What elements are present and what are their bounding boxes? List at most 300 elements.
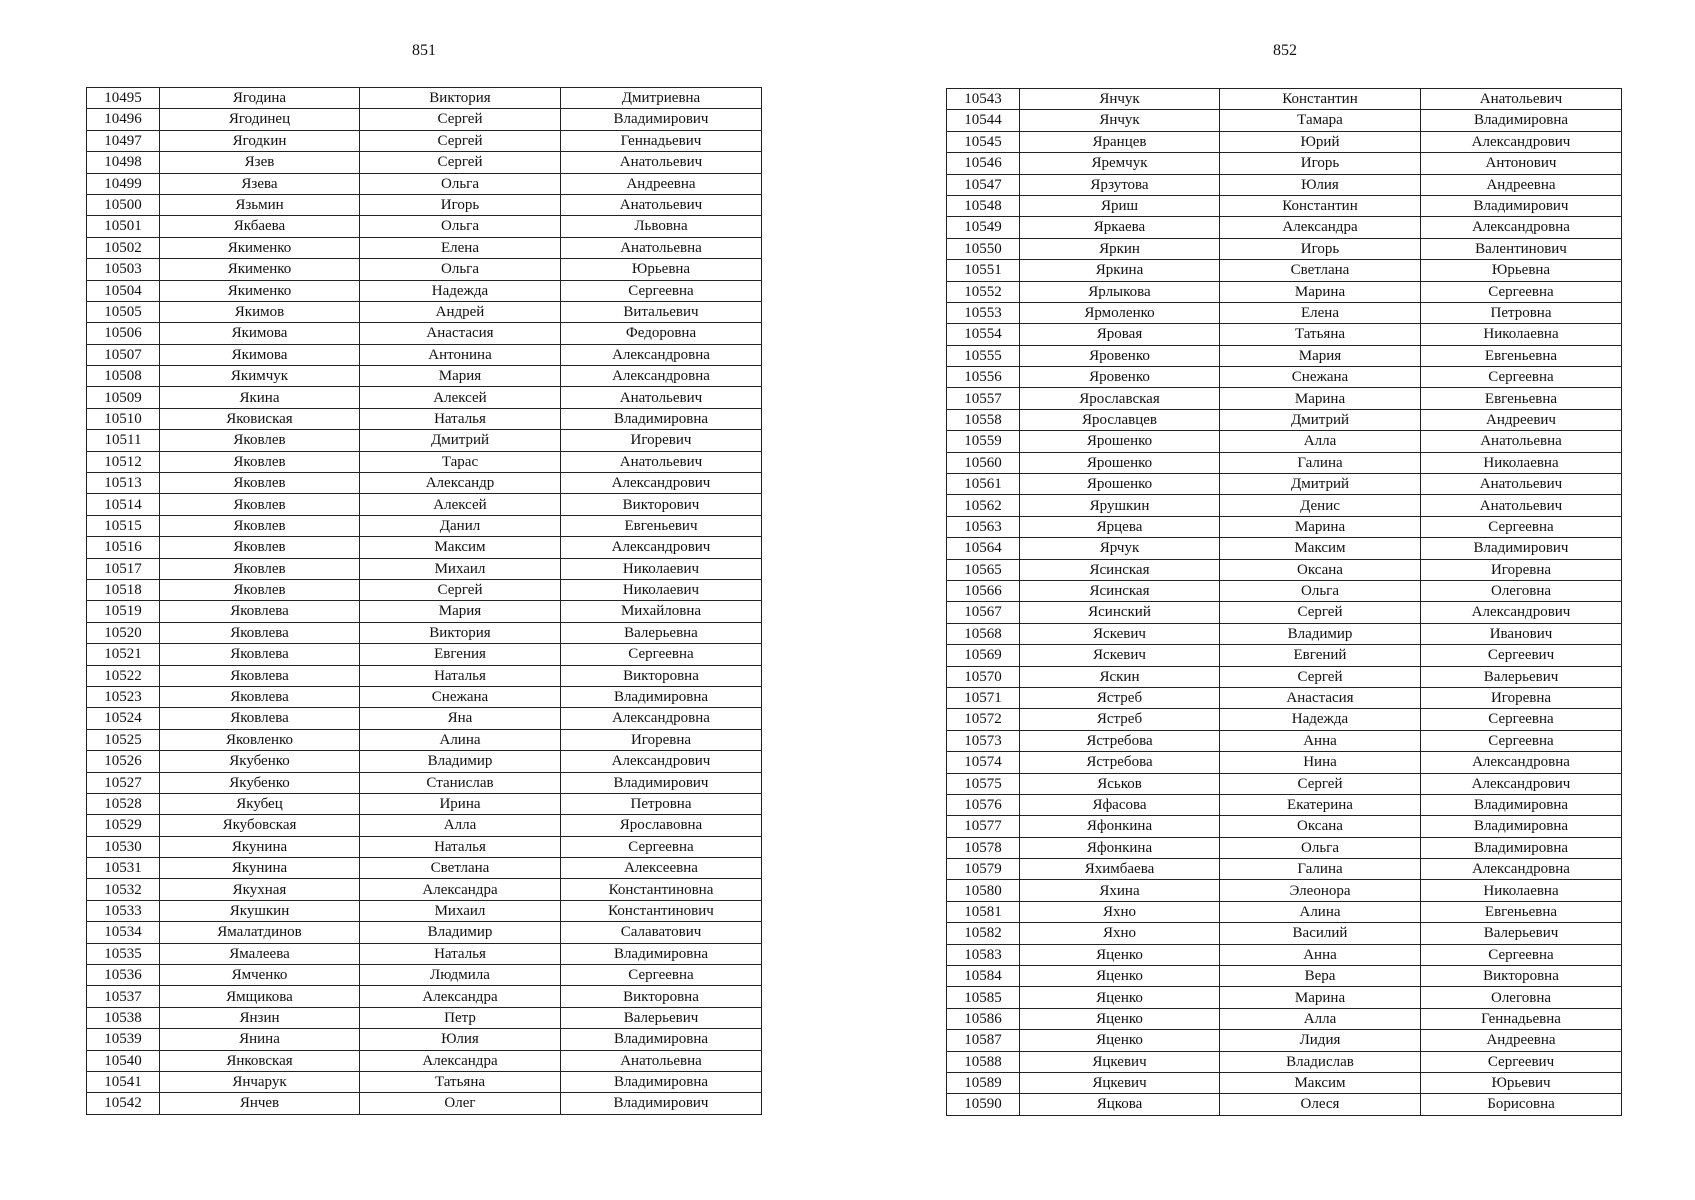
patronymic-cell: Константинович bbox=[561, 900, 762, 921]
last-name-cell: Ярчук bbox=[1020, 538, 1220, 559]
patronymic-cell: Николаевич bbox=[561, 558, 762, 579]
patronymic-cell: Сергеевна bbox=[1421, 730, 1622, 751]
patronymic-cell: Сергеевич bbox=[1421, 645, 1622, 666]
record-number-cell: 10562 bbox=[947, 495, 1020, 516]
register-table-right bbox=[946, 88, 1622, 1116]
patronymic-cell: Александрович bbox=[1421, 773, 1622, 794]
table-row bbox=[947, 367, 1622, 388]
table-row bbox=[947, 1008, 1622, 1029]
last-name-cell: Яфасова bbox=[1020, 794, 1220, 815]
table-row bbox=[87, 579, 762, 600]
record-number-cell: 10510 bbox=[87, 408, 160, 429]
last-name-cell: Янина bbox=[160, 1029, 360, 1050]
patronymic-cell: Николаевич bbox=[561, 579, 762, 600]
table-row bbox=[87, 259, 762, 280]
first-name-cell: Константин bbox=[1220, 89, 1421, 110]
first-name-cell: Оксана bbox=[1220, 559, 1421, 580]
record-number-cell: 10574 bbox=[947, 752, 1020, 773]
table-row bbox=[87, 194, 762, 215]
first-name-cell: Сергей bbox=[360, 152, 561, 173]
table-row bbox=[87, 644, 762, 665]
last-name-cell: Ягодкин bbox=[160, 130, 360, 151]
patronymic-cell: Александровна bbox=[1421, 859, 1622, 880]
record-number-cell: 10514 bbox=[87, 494, 160, 515]
record-number-cell: 10584 bbox=[947, 966, 1020, 987]
last-name-cell: Ястреб bbox=[1020, 687, 1220, 708]
last-name-cell: Яценко bbox=[1020, 987, 1220, 1008]
first-name-cell: Дмитрий bbox=[1220, 474, 1421, 495]
first-name-cell: Денис bbox=[1220, 495, 1421, 516]
last-name-cell: Янчук bbox=[1020, 89, 1220, 110]
last-name-cell: Ярмоленко bbox=[1020, 302, 1220, 323]
record-number-cell: 10575 bbox=[947, 773, 1020, 794]
patronymic-cell: Валерьевна bbox=[561, 622, 762, 643]
table-row bbox=[87, 815, 762, 836]
last-name-cell: Якубенко bbox=[160, 751, 360, 772]
record-number-cell: 10520 bbox=[87, 622, 160, 643]
first-name-cell: Оксана bbox=[1220, 816, 1421, 837]
table-row bbox=[87, 836, 762, 857]
patronymic-cell: Игоревна bbox=[561, 729, 762, 750]
first-name-cell: Вера bbox=[1220, 966, 1421, 987]
last-name-cell: Яценко bbox=[1020, 966, 1220, 987]
first-name-cell: Лидия bbox=[1220, 1030, 1421, 1051]
record-number-cell: 10588 bbox=[947, 1051, 1020, 1072]
record-number-cell: 10544 bbox=[947, 110, 1020, 131]
patronymic-cell: Владимировна bbox=[561, 1029, 762, 1050]
record-number-cell: 10583 bbox=[947, 944, 1020, 965]
first-name-cell: Евгений bbox=[1220, 645, 1421, 666]
patronymic-cell: Ярославовна bbox=[561, 815, 762, 836]
record-number-cell: 10513 bbox=[87, 473, 160, 494]
last-name-cell: Яковлева bbox=[160, 686, 360, 707]
last-name-cell: Яцкова bbox=[1020, 1094, 1220, 1115]
table-row bbox=[87, 451, 762, 472]
first-name-cell: Анастасия bbox=[360, 323, 561, 344]
first-name-cell: Юлия bbox=[360, 1029, 561, 1050]
first-name-cell: Петр bbox=[360, 1007, 561, 1028]
first-name-cell: Елена bbox=[360, 237, 561, 258]
record-number-cell: 10553 bbox=[947, 302, 1020, 323]
record-number-cell: 10546 bbox=[947, 153, 1020, 174]
first-name-cell: Алла bbox=[360, 815, 561, 836]
first-name-cell: Снежана bbox=[1220, 367, 1421, 388]
first-name-cell: Тарас bbox=[360, 451, 561, 472]
table-row bbox=[87, 301, 762, 322]
first-name-cell: Марина bbox=[1220, 987, 1421, 1008]
first-name-cell: Максим bbox=[360, 537, 561, 558]
patronymic-cell: Геннадьевич bbox=[561, 130, 762, 151]
record-number-cell: 10523 bbox=[87, 686, 160, 707]
last-name-cell: Ягодина bbox=[160, 88, 360, 109]
last-name-cell: Янчев bbox=[160, 1093, 360, 1114]
patronymic-cell: Александрович bbox=[1421, 131, 1622, 152]
table-row bbox=[87, 323, 762, 344]
first-name-cell: Евгения bbox=[360, 644, 561, 665]
patronymic-cell: Сергеевна bbox=[561, 280, 762, 301]
patronymic-cell: Викторовна bbox=[561, 986, 762, 1007]
patronymic-cell: Анатольевна bbox=[561, 237, 762, 258]
table-row bbox=[87, 1050, 762, 1071]
first-name-cell: Алла bbox=[1220, 431, 1421, 452]
table-row bbox=[87, 601, 762, 622]
record-number-cell: 10517 bbox=[87, 558, 160, 579]
record-number-cell: 10532 bbox=[87, 879, 160, 900]
table-row bbox=[87, 430, 762, 451]
last-name-cell: Яковлев bbox=[160, 515, 360, 536]
first-name-cell: Данил bbox=[360, 515, 561, 536]
patronymic-cell: Андреевна bbox=[1421, 174, 1622, 195]
last-name-cell: Ягодинец bbox=[160, 109, 360, 130]
table-row bbox=[947, 153, 1622, 174]
record-number-cell: 10552 bbox=[947, 281, 1020, 302]
patronymic-cell: Валентинович bbox=[1421, 238, 1622, 259]
last-name-cell: Ярошенко bbox=[1020, 452, 1220, 473]
first-name-cell: Алла bbox=[1220, 1008, 1421, 1029]
first-name-cell: Сергей bbox=[1220, 602, 1421, 623]
patronymic-cell: Евгеньевна bbox=[1421, 901, 1622, 922]
first-name-cell: Ольга bbox=[360, 216, 561, 237]
first-name-cell: Наталья bbox=[360, 408, 561, 429]
last-name-cell: Ярцева bbox=[1020, 516, 1220, 537]
table-row bbox=[87, 387, 762, 408]
table-row bbox=[947, 709, 1622, 730]
record-number-cell: 10530 bbox=[87, 836, 160, 857]
patronymic-cell: Сергеевна bbox=[1421, 709, 1622, 730]
patronymic-cell: Владимировна bbox=[1421, 110, 1622, 131]
table-row bbox=[87, 216, 762, 237]
table-row bbox=[87, 622, 762, 643]
last-name-cell: Язев bbox=[160, 152, 360, 173]
table-row bbox=[947, 516, 1622, 537]
patronymic-cell: Анатольевич bbox=[561, 451, 762, 472]
record-number-cell: 10565 bbox=[947, 559, 1020, 580]
last-name-cell: Яценко bbox=[1020, 1008, 1220, 1029]
first-name-cell: Андрей bbox=[360, 301, 561, 322]
table-row bbox=[87, 537, 762, 558]
first-name-cell: Игорь bbox=[360, 194, 561, 215]
patronymic-cell: Владимировна bbox=[561, 943, 762, 964]
record-number-cell: 10561 bbox=[947, 474, 1020, 495]
table-row bbox=[947, 559, 1622, 580]
last-name-cell: Ястребова bbox=[1020, 730, 1220, 751]
last-name-cell: Янзин bbox=[160, 1007, 360, 1028]
record-number-cell: 10534 bbox=[87, 922, 160, 943]
last-name-cell: Якухная bbox=[160, 879, 360, 900]
first-name-cell: Виктория bbox=[360, 622, 561, 643]
table-row bbox=[87, 237, 762, 258]
record-number-cell: 10502 bbox=[87, 237, 160, 258]
last-name-cell: Ястреб bbox=[1020, 709, 1220, 730]
record-number-cell: 10582 bbox=[947, 923, 1020, 944]
last-name-cell: Яфонкина bbox=[1020, 816, 1220, 837]
table-row bbox=[947, 345, 1622, 366]
table-row bbox=[947, 1051, 1622, 1072]
patronymic-cell: Евгеньевна bbox=[1421, 345, 1622, 366]
patronymic-cell: Владимирович bbox=[561, 772, 762, 793]
last-name-cell: Яковлева bbox=[160, 644, 360, 665]
last-name-cell: Якимова bbox=[160, 323, 360, 344]
patronymic-cell: Анатольевич bbox=[561, 387, 762, 408]
first-name-cell: Михаил bbox=[360, 558, 561, 579]
last-name-cell: Ястребова bbox=[1020, 752, 1220, 773]
last-name-cell: Яскевич bbox=[1020, 623, 1220, 644]
first-name-cell: Галина bbox=[1220, 452, 1421, 473]
table-row bbox=[947, 174, 1622, 195]
first-name-cell: Александра bbox=[360, 1050, 561, 1071]
first-name-cell: Наталья bbox=[360, 665, 561, 686]
last-name-cell: Яценко bbox=[1020, 1030, 1220, 1051]
register-table-left bbox=[86, 87, 762, 1115]
first-name-cell: Татьяна bbox=[360, 1071, 561, 1092]
first-name-cell: Мария bbox=[360, 366, 561, 387]
first-name-cell: Александра bbox=[360, 986, 561, 1007]
first-name-cell: Сергей bbox=[360, 579, 561, 600]
last-name-cell: Яковлева bbox=[160, 622, 360, 643]
first-name-cell: Игорь bbox=[1220, 153, 1421, 174]
table-row bbox=[87, 366, 762, 387]
record-number-cell: 10558 bbox=[947, 409, 1020, 430]
last-name-cell: Яркин bbox=[1020, 238, 1220, 259]
record-number-cell: 10511 bbox=[87, 430, 160, 451]
table-row bbox=[947, 110, 1622, 131]
record-number-cell: 10536 bbox=[87, 965, 160, 986]
record-number-cell: 10535 bbox=[87, 943, 160, 964]
last-name-cell: Ярославская bbox=[1020, 388, 1220, 409]
patronymic-cell: Сергеевна bbox=[561, 644, 762, 665]
first-name-cell: Ирина bbox=[360, 793, 561, 814]
first-name-cell: Тамара bbox=[1220, 110, 1421, 131]
table-row bbox=[87, 986, 762, 1007]
record-number-cell: 10499 bbox=[87, 173, 160, 194]
first-name-cell: Владимир bbox=[1220, 623, 1421, 644]
record-number-cell: 10519 bbox=[87, 601, 160, 622]
table-row bbox=[947, 837, 1622, 858]
table-row bbox=[87, 686, 762, 707]
last-name-cell: Ямалеева bbox=[160, 943, 360, 964]
record-number-cell: 10504 bbox=[87, 280, 160, 301]
first-name-cell: Сергей bbox=[1220, 773, 1421, 794]
last-name-cell: Яровая bbox=[1020, 324, 1220, 345]
patronymic-cell: Игоревна bbox=[1421, 687, 1622, 708]
record-number-cell: 10577 bbox=[947, 816, 1020, 837]
patronymic-cell: Владимирович bbox=[1421, 538, 1622, 559]
record-number-cell: 10549 bbox=[947, 217, 1020, 238]
last-name-cell: Якушкин bbox=[160, 900, 360, 921]
record-number-cell: 10525 bbox=[87, 729, 160, 750]
last-name-cell: Яранцев bbox=[1020, 131, 1220, 152]
last-name-cell: Яковлева bbox=[160, 601, 360, 622]
patronymic-cell: Николаевна bbox=[1421, 452, 1622, 473]
first-name-cell: Василий bbox=[1220, 923, 1421, 944]
first-name-cell: Владислав bbox=[1220, 1051, 1421, 1072]
patronymic-cell: Анатольевна bbox=[561, 1050, 762, 1071]
patronymic-cell: Антонович bbox=[1421, 153, 1622, 174]
patronymic-cell: Валерьевич bbox=[561, 1007, 762, 1028]
table-row bbox=[87, 1029, 762, 1050]
last-name-cell: Ямалатдинов bbox=[160, 922, 360, 943]
first-name-cell: Виктория bbox=[360, 88, 561, 109]
last-name-cell: Якина bbox=[160, 387, 360, 408]
first-name-cell: Мария bbox=[360, 601, 561, 622]
last-name-cell: Якбаева bbox=[160, 216, 360, 237]
table-row bbox=[87, 494, 762, 515]
first-name-cell: Яна bbox=[360, 708, 561, 729]
record-number-cell: 10516 bbox=[87, 537, 160, 558]
first-name-cell: Дмитрий bbox=[360, 430, 561, 451]
first-name-cell: Юрий bbox=[1220, 131, 1421, 152]
last-name-cell: Яремчук bbox=[1020, 153, 1220, 174]
table-row bbox=[947, 944, 1622, 965]
record-number-cell: 10503 bbox=[87, 259, 160, 280]
patronymic-cell: Александровна bbox=[561, 344, 762, 365]
first-name-cell: Ольга bbox=[1220, 580, 1421, 601]
last-name-cell: Янчарук bbox=[160, 1071, 360, 1092]
table-row bbox=[947, 687, 1622, 708]
patronymic-cell: Андреевна bbox=[1421, 1030, 1622, 1051]
first-name-cell: Надежда bbox=[360, 280, 561, 301]
table-row bbox=[87, 109, 762, 130]
last-name-cell: Яхимбаева bbox=[1020, 859, 1220, 880]
table-row bbox=[947, 238, 1622, 259]
patronymic-cell: Анатольевна bbox=[1421, 431, 1622, 452]
table-row bbox=[947, 645, 1622, 666]
patronymic-cell: Александровна bbox=[1421, 217, 1622, 238]
record-number-cell: 10521 bbox=[87, 644, 160, 665]
first-name-cell: Сергей bbox=[360, 109, 561, 130]
patronymic-cell: Алексеевна bbox=[561, 858, 762, 879]
first-name-cell: Игорь bbox=[1220, 238, 1421, 259]
patronymic-cell: Сергеевна bbox=[561, 836, 762, 857]
patronymic-cell: Александровна bbox=[561, 366, 762, 387]
last-name-cell: Ярушкин bbox=[1020, 495, 1220, 516]
first-name-cell: Максим bbox=[1220, 1072, 1421, 1093]
patronymic-cell: Владимировна bbox=[561, 408, 762, 429]
table-row bbox=[947, 324, 1622, 345]
record-number-cell: 10526 bbox=[87, 751, 160, 772]
record-number-cell: 10572 bbox=[947, 709, 1020, 730]
last-name-cell: Яркина bbox=[1020, 260, 1220, 281]
first-name-cell: Михаил bbox=[360, 900, 561, 921]
first-name-cell: Мария bbox=[1220, 345, 1421, 366]
table-row bbox=[947, 388, 1622, 409]
first-name-cell: Дмитрий bbox=[1220, 409, 1421, 430]
patronymic-cell: Николаевна bbox=[1421, 324, 1622, 345]
last-name-cell: Якименко bbox=[160, 280, 360, 301]
first-name-cell: Галина bbox=[1220, 859, 1421, 880]
record-number-cell: 10590 bbox=[947, 1094, 1020, 1115]
last-name-cell: Яхно bbox=[1020, 901, 1220, 922]
last-name-cell: Янчук bbox=[1020, 110, 1220, 131]
last-name-cell: Ясинская bbox=[1020, 580, 1220, 601]
last-name-cell: Язьмин bbox=[160, 194, 360, 215]
last-name-cell: Яськов bbox=[1020, 773, 1220, 794]
patronymic-cell: Геннадьевна bbox=[1421, 1008, 1622, 1029]
first-name-cell: Светлана bbox=[1220, 260, 1421, 281]
patronymic-cell: Юрьевич bbox=[1421, 1072, 1622, 1093]
first-name-cell: Максим bbox=[1220, 538, 1421, 559]
first-name-cell: Юлия bbox=[1220, 174, 1421, 195]
record-number-cell: 10554 bbox=[947, 324, 1020, 345]
patronymic-cell: Львовна bbox=[561, 216, 762, 237]
last-name-cell: Яфонкина bbox=[1020, 837, 1220, 858]
patronymic-cell: Александровна bbox=[561, 708, 762, 729]
last-name-cell: Яцкевич bbox=[1020, 1072, 1220, 1093]
last-name-cell: Янковская bbox=[160, 1050, 360, 1071]
patronymic-cell: Сергеевич bbox=[1421, 1051, 1622, 1072]
patronymic-cell: Александрович bbox=[1421, 602, 1622, 623]
record-number-cell: 10518 bbox=[87, 579, 160, 600]
first-name-cell: Ольга bbox=[360, 173, 561, 194]
last-name-cell: Якимова bbox=[160, 344, 360, 365]
first-name-cell: Владимир bbox=[360, 751, 561, 772]
last-name-cell: Яковлев bbox=[160, 473, 360, 494]
patronymic-cell: Петровна bbox=[561, 793, 762, 814]
first-name-cell: Анна bbox=[1220, 730, 1421, 751]
patronymic-cell: Владимирович bbox=[561, 1093, 762, 1114]
last-name-cell: Якимов bbox=[160, 301, 360, 322]
patronymic-cell: Валерьевич bbox=[1421, 666, 1622, 687]
first-name-cell: Владимир bbox=[360, 922, 561, 943]
last-name-cell: Яровенко bbox=[1020, 367, 1220, 388]
table-row bbox=[947, 302, 1622, 323]
record-number-cell: 10567 bbox=[947, 602, 1020, 623]
last-name-cell: Яковлев bbox=[160, 537, 360, 558]
record-number-cell: 10555 bbox=[947, 345, 1020, 366]
table-row bbox=[947, 195, 1622, 216]
record-number-cell: 10541 bbox=[87, 1071, 160, 1092]
patronymic-cell: Борисовна bbox=[1421, 1094, 1622, 1115]
patronymic-cell: Александрович bbox=[561, 537, 762, 558]
record-number-cell: 10540 bbox=[87, 1050, 160, 1071]
patronymic-cell: Владимировна bbox=[561, 686, 762, 707]
last-name-cell: Яковлев bbox=[160, 430, 360, 451]
record-number-cell: 10586 bbox=[947, 1008, 1020, 1029]
record-number-cell: 10550 bbox=[947, 238, 1020, 259]
first-name-cell: Людмила bbox=[360, 965, 561, 986]
record-number-cell: 10573 bbox=[947, 730, 1020, 751]
table-row bbox=[87, 173, 762, 194]
patronymic-cell: Юрьевна bbox=[561, 259, 762, 280]
first-name-cell: Ольга bbox=[360, 259, 561, 280]
record-number-cell: 10560 bbox=[947, 452, 1020, 473]
record-number-cell: 10501 bbox=[87, 216, 160, 237]
first-name-cell: Алексей bbox=[360, 494, 561, 515]
table-row bbox=[947, 1094, 1622, 1115]
record-number-cell: 10563 bbox=[947, 516, 1020, 537]
table-row bbox=[947, 602, 1622, 623]
table-row bbox=[947, 452, 1622, 473]
table-row bbox=[947, 495, 1622, 516]
last-name-cell: Яркаева bbox=[1020, 217, 1220, 238]
table-row bbox=[87, 965, 762, 986]
last-name-cell: Якименко bbox=[160, 237, 360, 258]
first-name-cell: Антонина bbox=[360, 344, 561, 365]
patronymic-cell: Сергеевна bbox=[1421, 367, 1622, 388]
patronymic-cell: Олеговна bbox=[1421, 580, 1622, 601]
first-name-cell: Элеонора bbox=[1220, 880, 1421, 901]
table-row bbox=[947, 474, 1622, 495]
patronymic-cell: Владимирович bbox=[561, 109, 762, 130]
patronymic-cell: Сергеевна bbox=[561, 965, 762, 986]
first-name-cell: Анастасия bbox=[1220, 687, 1421, 708]
first-name-cell: Снежана bbox=[360, 686, 561, 707]
first-name-cell: Ольга bbox=[1220, 837, 1421, 858]
last-name-cell: Язева bbox=[160, 173, 360, 194]
record-number-cell: 10581 bbox=[947, 901, 1020, 922]
patronymic-cell: Иванович bbox=[1421, 623, 1622, 644]
last-name-cell: Яхно bbox=[1020, 923, 1220, 944]
